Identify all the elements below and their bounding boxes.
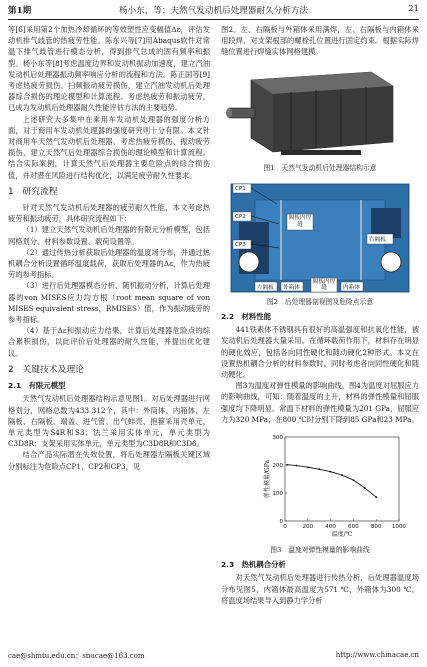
list-item: （3）进行后处理器模态分析、随机振动分析，计算后处理器的von MISES应力均方根（root mean square of von MISES equivalent stress，RMISES）值，作为振动疲劳的参考指标。 [8,281,210,325]
footer-email: cae@shmtu.edu.cn；snucae@163.com [8,652,145,660]
list-item: （1）建立天然气发动机后处理器的有限元分析模型，包括网格划分、材料参数设置、载荷设置等。 [8,225,210,246]
y-tick-label: 0 [279,519,283,526]
paragraph: 上述研究大多集中在乘用车发动机处理器的强度分析方面，对于商用车发动机处理器的强度研究则十分有限。本文针对商用车天然气发动机后处理器，考虑热疲劳损伤、振动疲劳损伤，建立天然气后处理器综合损伤的理论模型和计算流程。结合实际案例，计算天然气后处理器主要危险点的综合损伤值，并对潜在风险进行结构优化，以满足疲劳耐久性要求。 [8,114,210,180]
chart-svg [221,429,419,544]
issue-number: 第1期 [8,6,32,16]
figure-1-aftertreatment-structure [221,62,419,162]
label-outer-box: 外箱体 [283,284,300,291]
label-cp1: CP1 [235,185,246,192]
running-title: 杨小东，等：夫然气发动机后处理器耐久分析方法 [118,6,309,16]
x-axis-label: 温度/℃ [331,531,353,539]
paragraph: 针对天然气发动机后处理器的疲劳耐久性能，本文考虑热疲劳和振动疲劳，具体研究流程如下： [8,203,210,224]
paragraph: 对天然气发动机后处理器进行传热分析，后处理器温度场分布见图5，内箱体最高温度为571 ℃，外箱体为300 ℃。将温度场结果导入到静力学分析 [221,573,419,605]
x-tick-label: 800 [370,524,382,531]
label-cp2: CP2 [235,213,246,220]
left-column [8,24,210,472]
figure-1-caption: 图1 天然气发动机后处理器结构示意 [263,163,377,172]
y-tick-label: 300 [272,435,283,442]
x-tick-label: 0 [283,524,287,531]
data-point [364,487,366,489]
data-point [353,479,355,481]
y-tick-label: 200 [272,463,283,470]
subsection-heading: 2.3 热机耦合分析 [221,560,286,570]
paragraph: 441铁素体不锈钢具有很好的高温强度和抗氧化性能，被发动机后处理器大量采用。在循环载荷作用下，材料存在明显的硬化效应，包括各向同性硬化和随动硬化2种形式。本文在设置热机耦合分析的材料参数时，同时考虑各向同性硬化和随动硬化。 [221,325,419,380]
series-line [287,465,376,497]
footer-url: http://www.chinacae.cn [335,651,419,659]
x-tick-label: 200 [302,524,314,531]
label-right-partition: 右隔板 [369,236,386,243]
page-number: 21 [408,4,419,14]
figure-3-modulus-chart [221,429,419,544]
paragraph: 图3为温度对弹性模量的影响曲线，图4为温度对屈服应力的影响曲线，可知：随着温度的上升，材料的弹性模量和屈服强度均下降明显。常温下材料的弹性模量为201 GPa，屈服应力为320 MPa；在800 ℃时分别下降到85 GPa和23 MPa。 [221,381,419,424]
right-column [221,24,419,606]
subsection-heading: 2.2 材料性能 [221,312,272,322]
list-item: （2）通过传热分析获取后处理器的温度场分布，并通过热机耦合分析设置循环温度载荷，获取后处理器的Δε，作为热疲劳的参考指标。 [8,247,210,280]
x-tick-label: 600 [348,524,359,531]
header-rule [8,19,419,20]
paragraph: 等[6]采用第2个加热冷却循环的等效塑性应变幅值Δε，评估发动机排气歧管的热疲劳性能。陈东兴等[7]用Abaqus软件对常温下排气歧管进行模态分析，得到排气总成的固有频率和振型。杨小东等[8]考虑温度边界和发动机振动加速度，建立汽油发动机后处理器振动频率响应分析的流程和方法。陈正国等[9]考虑热疲劳损伤、扫频振动疲劳损伤，建立汽油发动机后处理器综合损伤的理论模型和计算流程。考虑热疲劳和振动疲劳，已成为发动机后处理器耐久性能评估方法的主要趋势。 [8,25,210,113]
figure-3-caption: 图3 温度对弹性模量的影响曲线 [270,546,370,555]
subsection-heading: 2.1 有限元模型 [8,381,66,391]
list-item: （4）基于Δε和振动应力结果，计算后处理器危险点的综合累积损伤，以此评价后处理器的耐久性能，并提出优化建议。 [8,326,210,358]
label-left-partition: 左隔板 [257,284,274,291]
paragraph: 结合产品实际潜在失效位置，将后处理器左隔板关键区域分别标注为危险点CP1，CP2和CP3，见 [8,450,210,471]
running-header [8,4,419,18]
x-tick-label: 400 [325,524,336,531]
data-point [296,465,298,467]
data-point [330,471,332,473]
paragraph: 天然气发动机后处理器结构示意见图1。对后处理器进行网格划分，网格总数为433 312个，其中：外筒体、内箱体、左隔板、右隔板、端盖、进气管、出气蚌壳、抱箍采用壳单元，单元类型为S4R和S3；法兰采用实体单元，单元类型为C3D8R；支架采用实体单元，单元类型为C3D8R和C3D6。 [8,394,210,449]
data-point [341,474,343,476]
section-heading: 1 研究流程 [8,186,58,197]
data-point [307,466,309,468]
data-point [375,496,377,498]
label-partition-weld: 隔板内焊缝 [288,214,312,228]
label-cp3: CP3 [235,241,246,248]
figure-2-section-view [221,178,419,296]
y-axis-label: 弹性模量/GPa [264,459,271,499]
plot-frame [285,437,399,521]
x-tick-label: 1000 [391,524,407,531]
data-point [318,468,320,470]
section-heading: 2 关键技术及理论 [8,364,84,375]
data-point [286,464,288,466]
paragraph: 图2。左、右隔板与外箱体采用满焊，左、右隔板与内箱体采用段焊，对支架根部的螺栓孔位置进行固定约束。根据实际焊缝位置进行焊缝实体网格建模。 [221,25,419,57]
y-tick-label: 100 [272,491,283,498]
label-partition-weld-2: 隔板内焊缝 [312,278,336,292]
figure-2-caption: 图2 后处理器剖视图及危险点示意 [266,297,374,306]
label-inner-box: 内箱体 [343,284,360,291]
